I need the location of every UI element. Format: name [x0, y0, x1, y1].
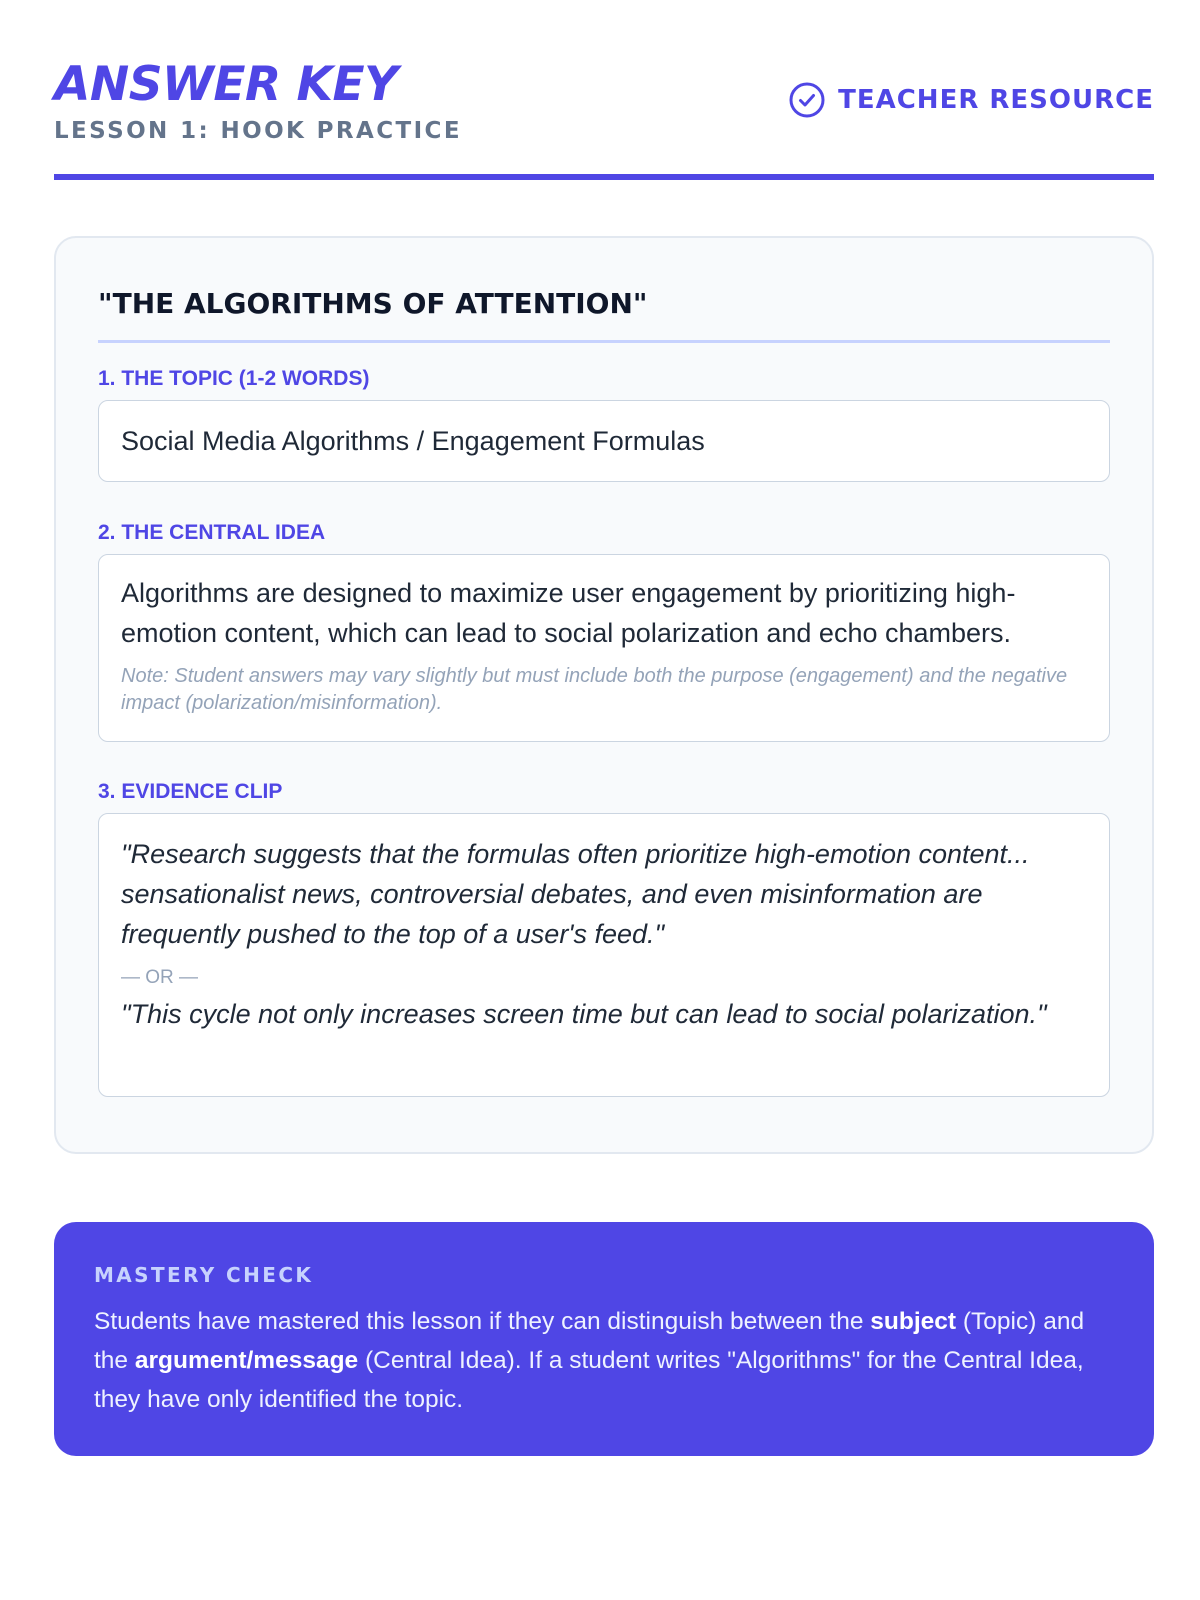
topic-answer: Social Media Algorithms / Engagement Formulas — [121, 426, 705, 456]
card-divider — [98, 340, 1110, 343]
answer-key-page — [54, 0, 1154, 1600]
central-idea-answer: Algorithms are designed to maximize user engagement by prioritizing high-emotion content, which can lead to social polarization and echo chambers. — [121, 578, 1016, 648]
central-idea-answer-box — [98, 554, 1110, 742]
header-divider — [54, 174, 1154, 180]
mastery-subject-term: subject — [870, 1308, 957, 1335]
mastery-check-text — [94, 1302, 1114, 1419]
evidence-quote-2: "This cycle not only increases screen time but can lead to social polarization." — [121, 999, 1047, 1029]
answer-card — [54, 236, 1154, 1154]
mastery-check-label: MASTERY CHECK — [94, 1263, 314, 1287]
page-header — [54, 56, 1154, 182]
check-circle-icon — [788, 81, 826, 119]
card-title: "THE ALGORITHMS OF ATTENTION" — [98, 287, 648, 320]
evidence-answer-box — [98, 813, 1110, 1097]
evidence-label: 3. EVIDENCE CLIP — [98, 780, 283, 803]
mastery-text-part-1: Students have mastered this lesson if they can distinguish between the — [94, 1308, 871, 1335]
topic-label: 1. THE TOPIC (1-2 WORDS) — [98, 367, 370, 390]
teacher-resource-label: TEACHER RESOURCE — [838, 85, 1154, 115]
topic-answer-box — [98, 400, 1110, 482]
evidence-quote-1: "Research suggests that the formulas often prioritize high-emotion content... sensationalist news, controversial debates, and even misinformation are frequently pushed to the top of a user's feed." — [121, 839, 1030, 949]
evidence-or-divider: — OR — — [121, 967, 199, 988]
mastery-check-panel — [54, 1222, 1154, 1456]
teacher-resource-badge — [788, 80, 1154, 120]
mastery-text-part-3: (Central Idea). If a student writes "Algorithms" for the Central Idea, they have only identified the topic. — [94, 1347, 1084, 1413]
mastery-argument-term: argument/message — [134, 1347, 359, 1374]
central-idea-label: 2. THE CENTRAL IDEA — [98, 521, 326, 544]
mastery-text-part-2: (Topic) and the — [94, 1308, 1085, 1374]
central-idea-note: Note: Student answers may vary slightly but must include both the purpose (engagement) and the negative impact (polarization/misinformation). — [121, 665, 1068, 714]
lesson-subtitle: LESSON 1: HOOK PRACTICE — [54, 118, 462, 144]
page-title: ANSWER KEY — [54, 57, 398, 112]
